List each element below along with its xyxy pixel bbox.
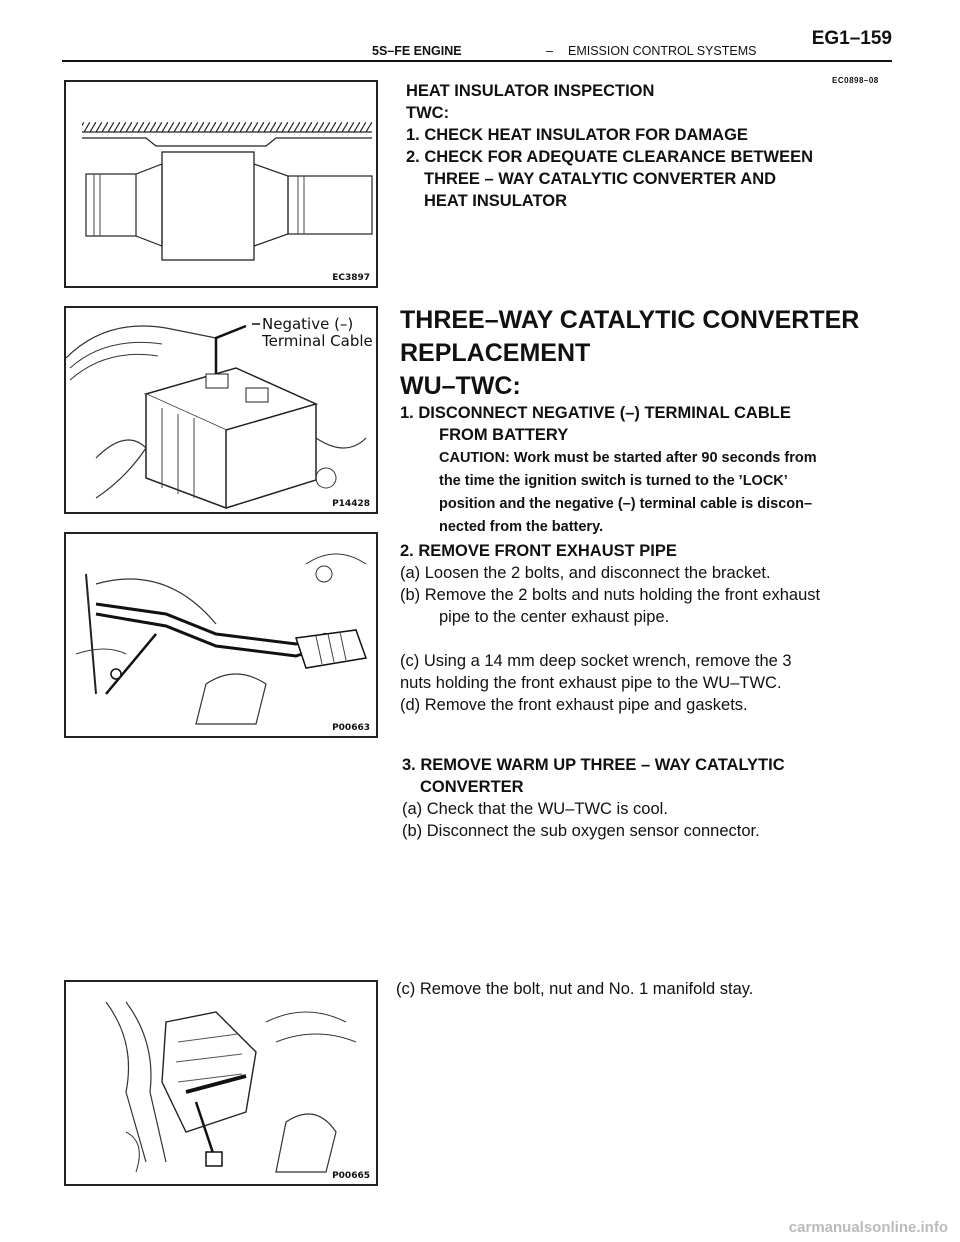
- caution-line-3: position and the negative (–) terminal cable is discon–: [439, 496, 813, 512]
- inspection-step-1: 1. CHECK HEAT INSULATOR FOR DAMAGE: [406, 126, 748, 144]
- watermark: carmanualsonline.info: [788, 1219, 948, 1236]
- step-2b-cont: pipe to the center exhaust pipe.: [439, 608, 670, 626]
- step-2: 2. REMOVE FRONT EXHAUST PIPE: [400, 542, 677, 560]
- caution-line-4: nected from the battery.: [439, 519, 604, 535]
- step-2c: (c) Using a 14 mm deep socket wrench, remove the 3: [400, 652, 792, 670]
- step-2a: (a) Loosen the 2 bolts, and disconnect the bracket.: [400, 564, 771, 582]
- figure-code: EC0898–08: [832, 76, 879, 85]
- page-number: EG1–159: [811, 28, 892, 49]
- figure-manifold-stay: [64, 980, 378, 1186]
- replacement-title-cont: REPLACEMENT: [400, 339, 591, 367]
- step-1-cont: FROM BATTERY: [439, 426, 569, 444]
- page-header: [62, 28, 892, 64]
- step-3: 3. REMOVE WARM UP THREE – WAY CATALYTIC: [402, 756, 785, 774]
- header-rule: [62, 60, 892, 62]
- step-3a: (a) Check that the WU–TWC is cool.: [402, 800, 668, 818]
- figure-exhaust-pipe: [64, 532, 378, 738]
- exhaust-pipe-diagram: [66, 534, 376, 736]
- caution-line-2: the time the ignition switch is turned to the ’LOCK’: [439, 473, 788, 489]
- step-3c: (c) Remove the bolt, nut and No. 1 manifold stay.: [396, 980, 754, 998]
- step-3b: (b) Disconnect the sub oxygen sensor connector.: [402, 822, 760, 840]
- figure-id: P00663: [332, 723, 370, 733]
- inspection-title: HEAT INSULATOR INSPECTION: [406, 82, 655, 100]
- figure-id: EC3897: [332, 273, 370, 283]
- step-2b: (b) Remove the 2 bolts and nuts holding the front exhaust: [400, 586, 821, 604]
- header-separator: –: [546, 44, 553, 58]
- replacement-sub: WU–TWC:: [400, 372, 521, 400]
- figure-heat-insulator: [64, 80, 378, 288]
- callout-line-2: Terminal Cable: [262, 332, 373, 350]
- figure-id: P00665: [332, 1171, 370, 1181]
- step-3-cont: CONVERTER: [420, 778, 524, 796]
- inspection-step-2-cont: THREE – WAY CATALYTIC CONVERTER AND: [424, 170, 777, 188]
- inspection-step-2: 2. CHECK FOR ADEQUATE CLEARANCE BETWEEN: [406, 148, 814, 166]
- callout-label: [262, 316, 373, 350]
- caution-line-1: CAUTION: Work must be started after 90 seconds from: [439, 450, 817, 466]
- replacement-title: THREE–WAY CATALYTIC CONVERTER: [400, 306, 860, 334]
- converter-diagram: [66, 82, 376, 286]
- manifold-stay-diagram: [66, 982, 376, 1184]
- section-title: 5S–FE ENGINE: [372, 44, 462, 58]
- subsection-title: EMISSION CONTROL SYSTEMS: [568, 44, 757, 58]
- step-1: 1. DISCONNECT NEGATIVE (–) TERMINAL CABLE: [400, 404, 791, 422]
- inspection-sub: TWC:: [406, 104, 450, 122]
- figure-id: P14428: [332, 499, 370, 509]
- figure-battery: [64, 306, 378, 514]
- step-2d: (d) Remove the front exhaust pipe and gaskets.: [400, 696, 748, 714]
- step-2c-cont: nuts holding the front exhaust pipe to the WU–TWC.: [400, 674, 782, 692]
- callout-line-1: Negative (–): [262, 315, 354, 333]
- inspection-step-2-cont: HEAT INSULATOR: [424, 192, 567, 210]
